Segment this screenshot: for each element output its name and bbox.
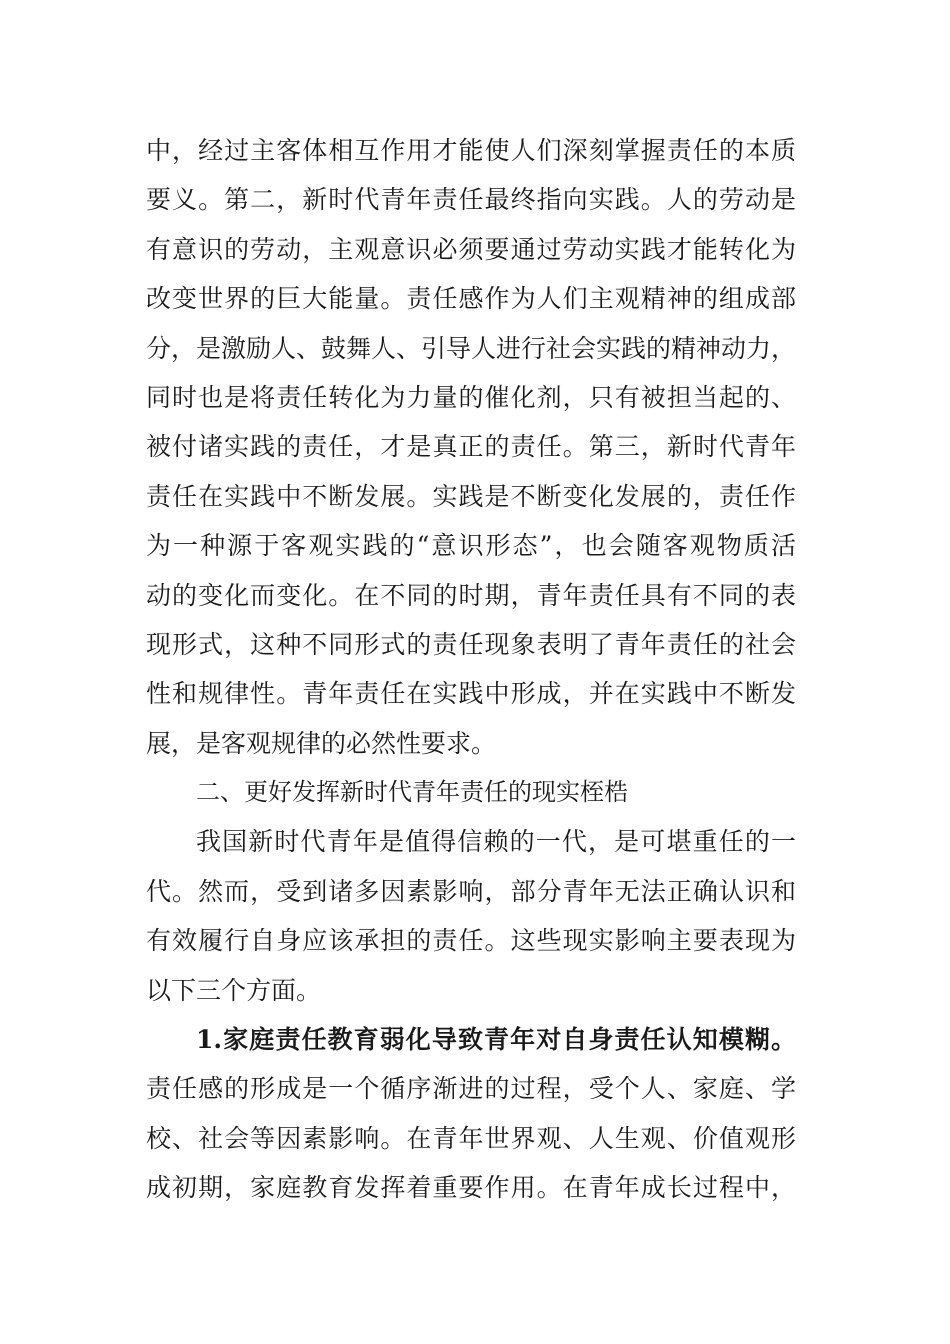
text-line: 改变世界的巨大能量。责任感作为人们主观精神的组成部 (146, 284, 796, 314)
text-line: 被付诸实践的责任，才是真正的责任。第三，新时代青年 (146, 432, 796, 462)
intro-paragraph (146, 817, 796, 1015)
text-line: 现形式，这种不同形式的责任现象表明了青年责任的社会 (146, 629, 796, 659)
text-line: 同时也是将责任转化为力量的催化剂，只有被担当起的、 (146, 382, 796, 412)
text-line: 以下三个方面。 (146, 975, 322, 1005)
document-body (146, 126, 796, 1213)
text-line: 性和规律性。青年责任在实践中形成，并在实践中不断发 (146, 679, 796, 709)
text-line: 为一种源于客观实践的“意识形态”，也会随客观物质活 (146, 531, 796, 561)
text-line: 中，经过主客体相互作用才能使人们深刻掌握责任的本质 (146, 136, 796, 165)
continuation-paragraph (146, 126, 796, 768)
text-line: 责任感的形成是一个循序渐进的过程，受个人、家庭、学 (146, 1074, 796, 1104)
text-line: 分，是激励人、鼓舞人、引导人进行社会实践的精神动力， (146, 333, 797, 363)
text-line: 成初期，家庭教育发挥着重要作用。在青年成长过程中， (146, 1173, 796, 1203)
text-line: 责任在实践中不断发展。实践是不断变化发展的，责任作 (146, 481, 796, 511)
text-line: 代。然而，受到诸多因素影响，部分青年无法正确认识和 (146, 876, 796, 906)
text-line: 动的变化而变化。在不同的时期，青年责任具有不同的表 (146, 580, 796, 610)
subheading-paragraph (146, 1064, 796, 1212)
text-line: 要义。第二，新时代青年责任最终指向实践。人的劳动是 (146, 185, 796, 215)
section-heading: 二、更好发挥新时代青年责任的现实桎梏 (196, 778, 628, 807)
subheading: 1.家庭责任教育弱化导致青年对自身责任认知模糊。 (196, 1025, 796, 1055)
text-line: 展，是客观规律的必然性要求。 (146, 728, 497, 758)
text-line: 校、社会等因素影响。在青年世界观、人生观、价值观形 (146, 1123, 796, 1153)
text-line: 我国新时代青年是值得信赖的一代，是可堪重任的一 (196, 827, 796, 857)
text-line: 有效履行自身应该承担的责任。这些现实影响主要表现为 (146, 926, 796, 956)
text-line: 有意识的劳动，主观意识必须要通过劳动实践才能转化为 (146, 234, 796, 264)
